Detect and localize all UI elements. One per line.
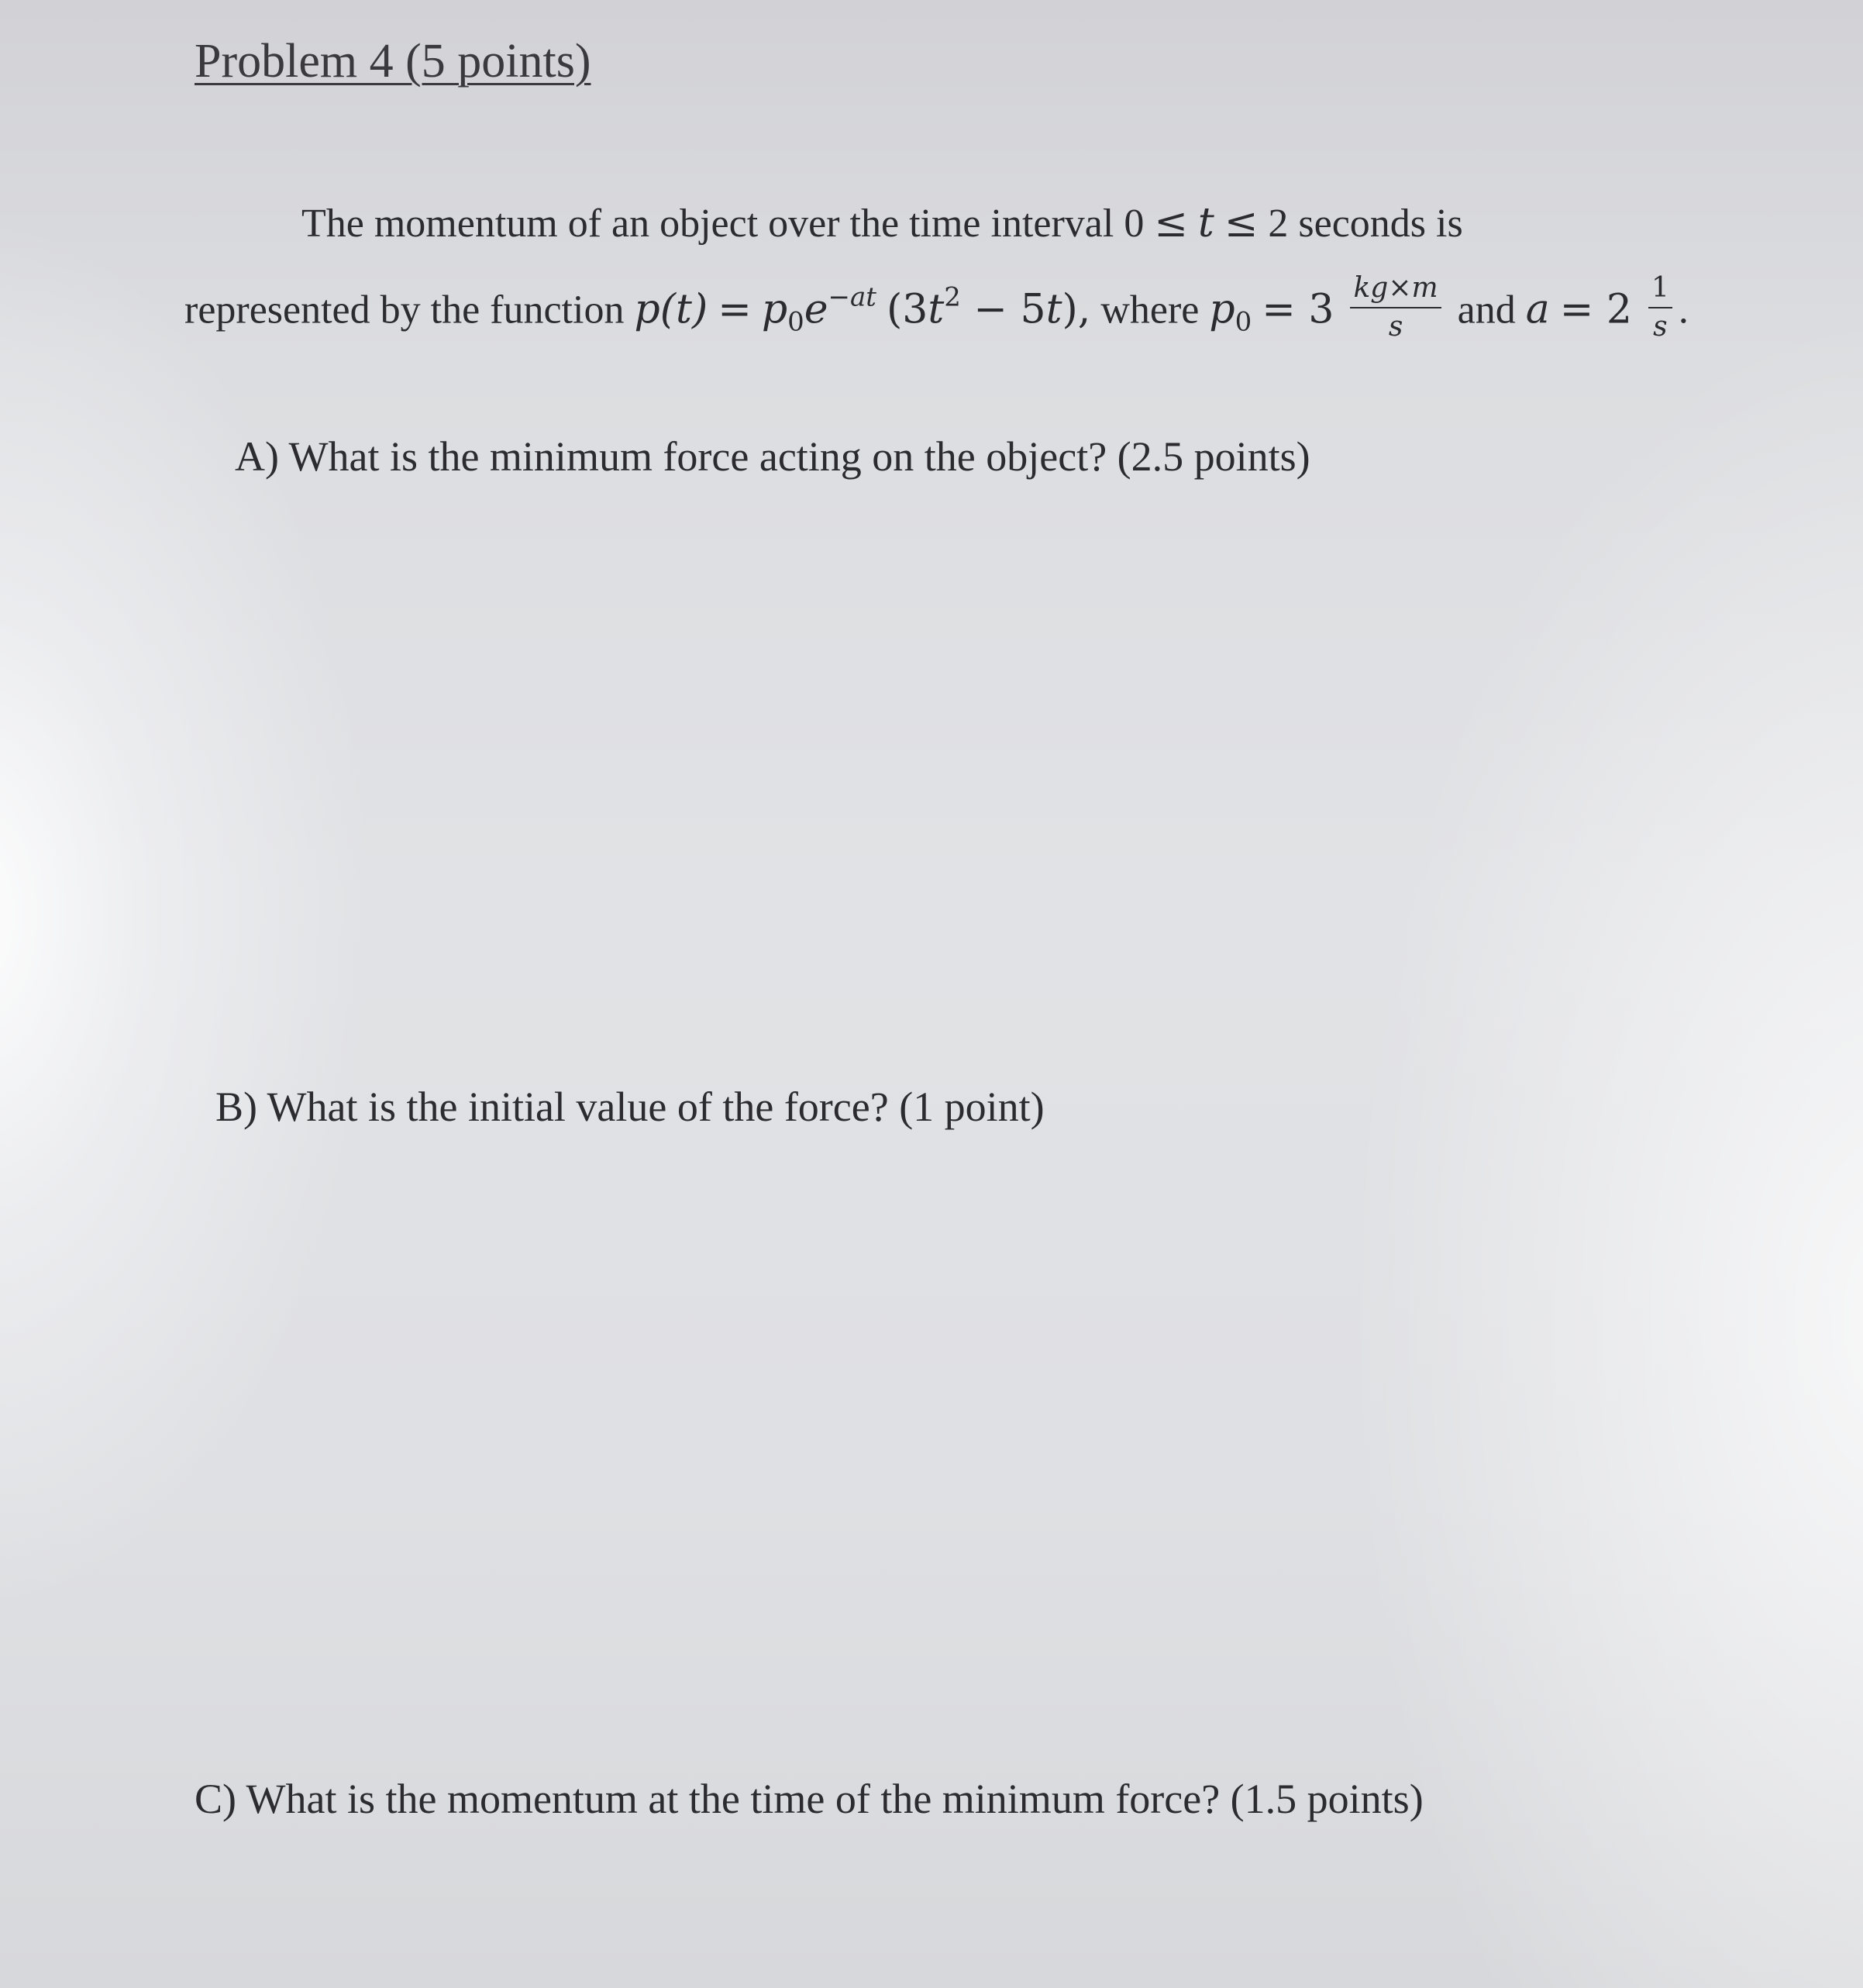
p0-base-2: p — [1209, 286, 1235, 333]
equals-three: = 3 — [1262, 286, 1334, 333]
paren-close: ), — [1062, 286, 1091, 333]
t-var: t — [928, 286, 945, 333]
problem-title-text: Problem 4 (5 points) — [195, 35, 591, 88]
question-b: B) What is the initial value of the force? (1 point) — [215, 1084, 1045, 1130]
minus-five-t: − 5 — [960, 286, 1046, 333]
statement-line-1 — [301, 200, 1463, 246]
function-lhs: p(t) — [634, 286, 708, 333]
rate-numerator: 1 — [1648, 273, 1672, 308]
variable-t: t — [1197, 200, 1214, 246]
rate-unit-fraction — [1648, 273, 1672, 342]
equals-sign: = — [718, 286, 752, 333]
e-base: e — [804, 286, 828, 333]
exponent: −at — [828, 281, 876, 313]
period: . — [1678, 288, 1689, 332]
problem-title — [195, 34, 591, 89]
momentum-unit-fraction — [1350, 273, 1441, 342]
statement-line-1-end: 2 seconds is — [1268, 202, 1463, 246]
less-equal-symbol-1: ≤ — [1154, 200, 1188, 246]
unit-denominator: s — [1388, 310, 1403, 343]
a-variable: a — [1525, 286, 1550, 333]
and-word: and — [1457, 288, 1516, 332]
t-var-2: t — [1045, 286, 1062, 333]
paren-open: (3 — [886, 286, 928, 333]
question-c: C) What is the momentum at the time of the minimum force? (1.5 points) — [195, 1776, 1424, 1822]
p0-base: p — [761, 286, 788, 333]
p0-subscript: 0 — [787, 306, 804, 338]
statement-line-2-prefix: represented by the function — [184, 288, 625, 332]
equals-two: = 2 — [1559, 286, 1632, 333]
t-squared: 2 — [944, 281, 961, 313]
p0-subscript-2: 0 — [1235, 306, 1252, 338]
question-a: A) What is the minimum force acting on the object? (2.5 points) — [235, 433, 1310, 480]
where-word: where — [1100, 288, 1200, 332]
statement-line-1-text: The momentum of an object over the time interval 0 — [301, 202, 1145, 246]
statement-line-2 — [184, 272, 1689, 348]
less-equal-symbol-2: ≤ — [1224, 200, 1259, 246]
unit-numerator: kg×m — [1350, 273, 1441, 308]
rate-denominator: s — [1653, 310, 1668, 343]
